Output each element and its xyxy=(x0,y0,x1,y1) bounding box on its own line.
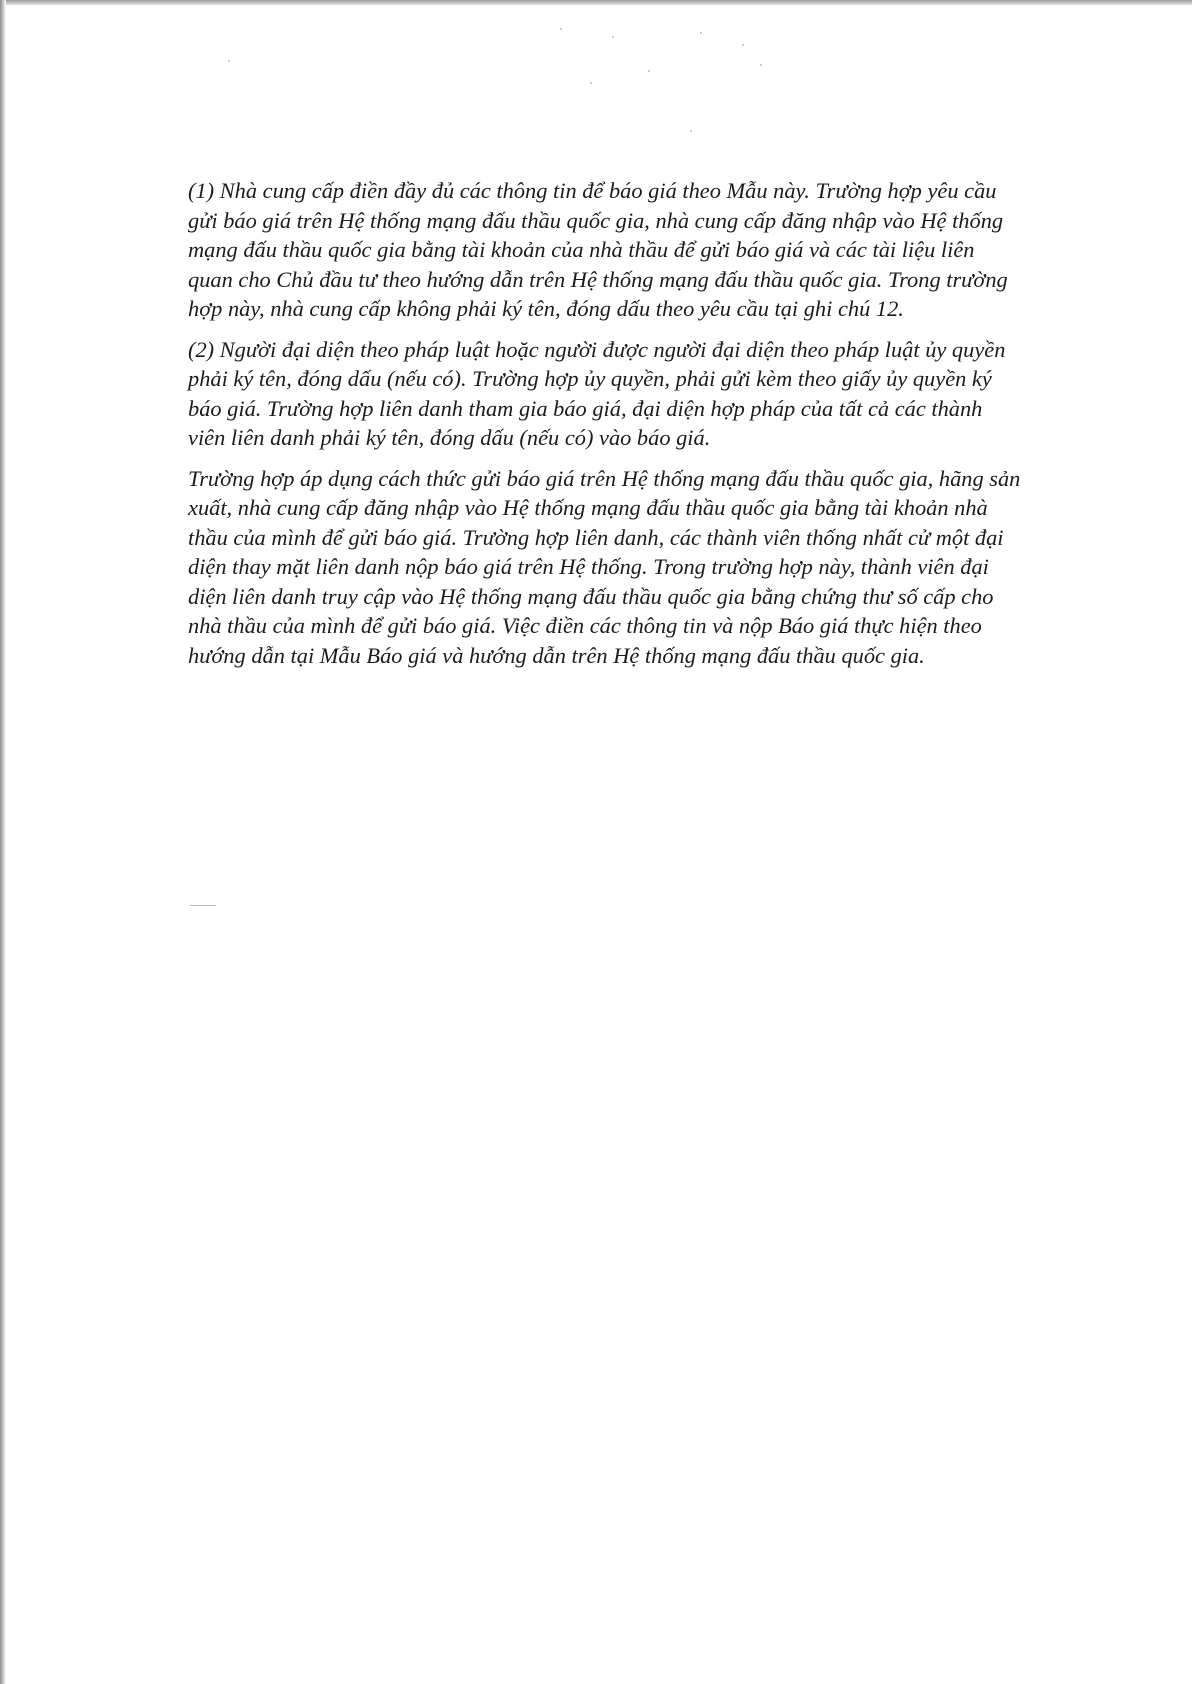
text-line: (2) Người đại diện theo pháp luật hoặc người được người đại diện theo pháp luật ủy quyền xyxy=(188,336,1006,362)
text-line: diện liên danh truy cập vào Hệ thống mạng đấu thầu quốc gia bằng chứng thư số cấp cho xyxy=(188,583,994,609)
scan-speck xyxy=(590,82,592,84)
scan-speck xyxy=(228,60,230,62)
text-line: hướng dẫn tại Mẫu Báo giá và hướng dẫn trên Hệ thống mạng đấu thầu quốc gia. xyxy=(188,642,925,668)
scan-speck xyxy=(690,130,692,132)
note-paragraph-1 xyxy=(188,176,1134,324)
scan-speck xyxy=(760,64,762,66)
text-line: diện thay mặt liên danh nộp báo giá trên Hệ thống. Trong trường hợp này, thành viên đại xyxy=(188,554,989,579)
note-paragraph-2 xyxy=(188,335,1134,453)
scan-speck xyxy=(612,36,614,38)
scan-left-edge xyxy=(0,0,6,1684)
text-line: (1) Nhà cung cấp điền đầy đủ các thông tin để báo giá theo Mẫu này. Trường hợp yêu cầu xyxy=(188,178,997,203)
scan-speck xyxy=(648,70,650,72)
text-line: mạng đấu thầu quốc gia bằng tài khoản của nhà thầu để gửi báo giá và các tài liệu liên xyxy=(188,237,975,262)
scan-top-edge xyxy=(0,0,1192,5)
text-line: quan cho Chủ đầu tư theo hướng dẫn trên Hệ thống mạng đấu thầu quốc gia. Trong trường xyxy=(188,266,1008,292)
scan-speck xyxy=(700,32,702,34)
text-line: phải ký tên, đóng dấu (nếu có). Trường hợp ủy quyền, phải gửi kèm theo giấy ủy quyền ký xyxy=(188,366,992,391)
text-line: báo giá. Trường hợp liên danh tham gia báo giá, đại diện hợp pháp của tất cả các thành xyxy=(188,395,983,421)
scan-speck xyxy=(742,44,744,46)
scan-speck xyxy=(190,905,216,906)
text-line: thầu của mình để gửi báo giá. Trường hợp liên danh, các thành viên thống nhất cử một đại xyxy=(188,524,1004,550)
text-line: nhà thầu của mình để gửi báo giá. Việc điền các thông tin và nộp Báo giá thực hiện theo xyxy=(188,613,982,638)
text-line: gửi báo giá trên Hệ thống mạng đấu thầu quốc gia, nhà cung cấp đăng nhập vào Hệ thống xyxy=(188,207,1004,233)
notes-text-block xyxy=(188,176,1134,681)
scan-speck xyxy=(560,28,562,30)
text-line: hợp này, nhà cung cấp không phải ký tên, đóng dấu theo yêu cầu tại ghi chú 12. xyxy=(188,296,904,321)
text-line: xuất, nhà cung cấp đăng nhập vào Hệ thống mạng đấu thầu quốc gia bằng tài khoản nhà xyxy=(188,495,988,520)
text-line: viên liên danh phải ký tên, đóng dấu (nếu có) vào báo giá. xyxy=(188,425,711,450)
note-paragraph-3 xyxy=(188,464,1134,671)
text-line: Trường hợp áp dụng cách thức gửi báo giá trên Hệ thống mạng đấu thầu quốc gia, hãng sản xyxy=(188,465,1021,491)
